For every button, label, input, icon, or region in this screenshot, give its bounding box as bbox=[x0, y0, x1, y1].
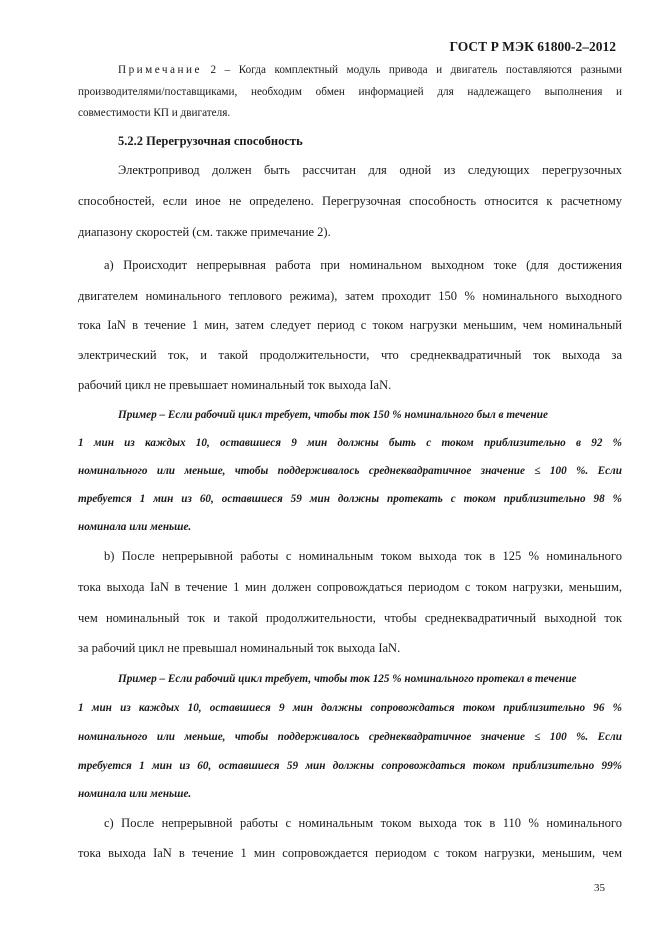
item-b-line: за рабочий цикл не превышал номинальный ток выхода IaN. bbox=[78, 641, 401, 655]
note-line: производителями/поставщиками, необходим обмен информацией для надлежащего выполнения и bbox=[78, 86, 622, 98]
item-a-line: a) Происходит непрерывная работа при номинальном выходном токе (для достижения bbox=[104, 258, 622, 272]
item-a-line: электрический ток, и такой продолжительности, что среднеквадратичный ток выхода за bbox=[78, 348, 622, 362]
paragraph-line: способностей, если иное не определено. Перегрузочная способность относится к расчетному bbox=[78, 194, 622, 208]
item-a-line: двигателем номинального теплового режима), затем проходит 150 % номинального выходного bbox=[78, 289, 622, 303]
example-a-line: Пример – Если рабочий цикл требует, чтобы ток 150 % номинального был в течение bbox=[118, 409, 548, 421]
example-b-line: номинального или меньше, чтобы поддерживалось среднеквадратичное значение ≤ 100 %. Если bbox=[78, 731, 622, 743]
item-b-line: чем номинальный ток и такой продолжительности, чтобы среднеквадратичный выходной ток bbox=[78, 611, 622, 625]
note-label: Примечание bbox=[118, 64, 202, 76]
item-a-line: тока IaN в течение 1 мин, затем следует период с током нагрузки меньшим, чем номинальный bbox=[78, 318, 622, 332]
item-b-line: b) После непрерывной работы с номинальным током выхода ток в 125 % номинального bbox=[104, 549, 622, 563]
example-b-line: требуется 1 мин из 60, оставшиеся 59 мин должны сопровождаться током приблизительно 99% bbox=[78, 760, 622, 772]
note-line bbox=[118, 64, 622, 76]
note-text: 2 – Когда комплектный модуль привода и двигатель поставляются разными bbox=[201, 64, 622, 76]
example-a-line: требуется 1 мин из 60, оставшиеся 59 мин должны протекать с током приблизительно 98 % bbox=[78, 493, 622, 505]
section-heading: 5.2.2 Перегрузочная способность bbox=[118, 134, 303, 148]
item-c-line: тока выхода IaN в течение 1 мин сопровождается периодом с током нагрузки, меньшим, чем bbox=[78, 846, 622, 860]
example-a-line: номинального или меньше, чтобы поддерживалось среднеквадратичное значение ≤ 100 %. Если bbox=[78, 465, 622, 477]
example-a-line: номинала или меньше. bbox=[78, 521, 192, 533]
item-c-line: c) После непрерывной работы с номинальным током выхода ток в 110 % номинального bbox=[104, 816, 622, 830]
example-a-line: 1 мин из каждых 10, оставшиеся 9 мин должны быть с током приблизительно в 92 % bbox=[78, 437, 622, 449]
paragraph-line: диапазону скоростей (см. также примечание 2). bbox=[78, 225, 331, 239]
item-b-line: тока выхода IaN в течение 1 мин должен сопровождаться периодом с током нагрузки, меньшим, bbox=[78, 580, 622, 594]
page-header: ГОСТ Р МЭК 61800-2–2012 bbox=[449, 39, 616, 54]
paragraph-line: Электропривод должен быть рассчитан для одной из следующих перегрузочных bbox=[118, 163, 622, 177]
note-line: совместимости КП и двигателя. bbox=[78, 107, 231, 119]
example-b-line: 1 мин из каждых 10, оставшиеся 9 мин должны сопровождаться током приблизительно 96 % bbox=[78, 702, 622, 714]
example-b-line: номинала или меньше. bbox=[78, 788, 192, 800]
item-a-line: рабочий цикл не превышает номинальный ток выхода IaN. bbox=[78, 378, 392, 392]
page-number: 35 bbox=[594, 882, 605, 894]
example-b-line: Пример – Если рабочий цикл требует, чтобы ток 125 % номинального протекал в течение bbox=[118, 673, 577, 685]
